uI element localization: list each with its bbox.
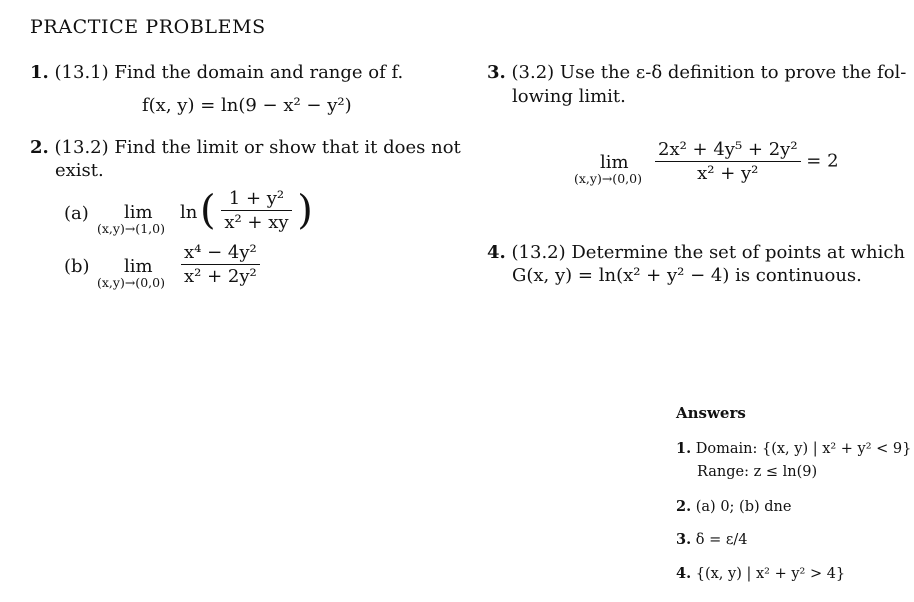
problem-3-lim: lim: [600, 152, 629, 173]
problem-3-numerator: 2x² + 4y⁵ + 2y²: [655, 139, 801, 162]
problem-2-line2: exist.: [55, 160, 104, 181]
problem-3: [487, 62, 906, 83]
problem-2a-fraction: [221, 188, 291, 233]
problem-3-lim-subscript: (x,y)→(0,0): [574, 171, 642, 186]
problem-2b-numerator: x⁴ − 4y²: [181, 242, 260, 265]
problem-2-number: 2.: [30, 137, 49, 158]
answer-4-text: {(x, y) | x² + y² > 4}: [695, 566, 846, 582]
problem-3-line2: lowing limit.: [512, 86, 626, 107]
problem-2: [30, 137, 461, 158]
problem-1-formula: f(x, y) = ln(9 − x² − y²): [142, 95, 352, 116]
problem-4: [487, 242, 905, 263]
answer-1-line1: Domain: {(x, y) | x² + y² < 9}: [695, 441, 912, 457]
problem-3-expression: [655, 139, 839, 184]
problem-2b-expression: [181, 242, 260, 287]
problem-2a-numerator: 1 + y²: [221, 188, 291, 211]
problem-1: [30, 62, 403, 83]
answer-1-line2: Range: z ≤ ln(9): [697, 464, 818, 480]
problem-3-line1: (3.2) Use the ε-δ definition to prove the fol-: [511, 62, 907, 83]
problem-4-number: 4.: [487, 242, 506, 263]
answer-4-number: 4.: [676, 565, 692, 582]
problem-4-line2: G(x, y) = ln(x² + y² − 4) is continuous.: [512, 265, 862, 286]
problem-2b-denominator: x² + 2y²: [184, 266, 257, 287]
problem-1-text: (13.1) Find the domain and range of f.: [54, 62, 404, 83]
answer-2-number: 2.: [676, 498, 692, 515]
problem-3-denominator: x² + y²: [697, 163, 759, 184]
problem-2a-lim: lim: [124, 202, 153, 223]
answer-3-number: 3.: [676, 531, 692, 548]
problem-2b-fraction: [181, 242, 260, 287]
answer-3: [676, 531, 747, 548]
problem-3-fraction: [655, 139, 801, 184]
problem-2a-lim-subscript: (x,y)→(1,0): [97, 221, 165, 236]
problem-2a-denominator: x² + xy: [224, 212, 289, 233]
problem-2-line1: (13.2) Find the limit or show that it does not: [54, 137, 461, 158]
problem-3-result: = 2: [806, 150, 839, 172]
problem-2b-lim: lim: [124, 256, 153, 277]
page-title: PRACTICE PROBLEMS: [30, 16, 266, 38]
problem-1-number: 1.: [30, 62, 49, 83]
problem-2b-lim-subscript: (x,y)→(0,0): [97, 275, 165, 290]
problem-2a-ln: ln: [180, 202, 198, 223]
answer-2: [676, 498, 791, 515]
problem-3-number: 3.: [487, 62, 506, 83]
answer-2-text: (a) 0; (b) dne: [695, 499, 792, 515]
problem-2a-expression: ( $\frac{\text{1 + y²}}{\text{x² + xy}}$ ): [200, 187, 313, 234]
answer-4: [676, 565, 845, 582]
answer-3-text: δ = ε/4: [695, 532, 748, 548]
problem-2b-label: (b): [64, 256, 90, 277]
problem-2a-label: (a): [64, 203, 89, 224]
answer-1-number: 1.: [676, 440, 692, 457]
answers-title: Answers: [676, 404, 746, 422]
answer-1: [676, 440, 911, 457]
problem-4-line1: (13.2) Determine the set of points at which: [511, 242, 906, 263]
